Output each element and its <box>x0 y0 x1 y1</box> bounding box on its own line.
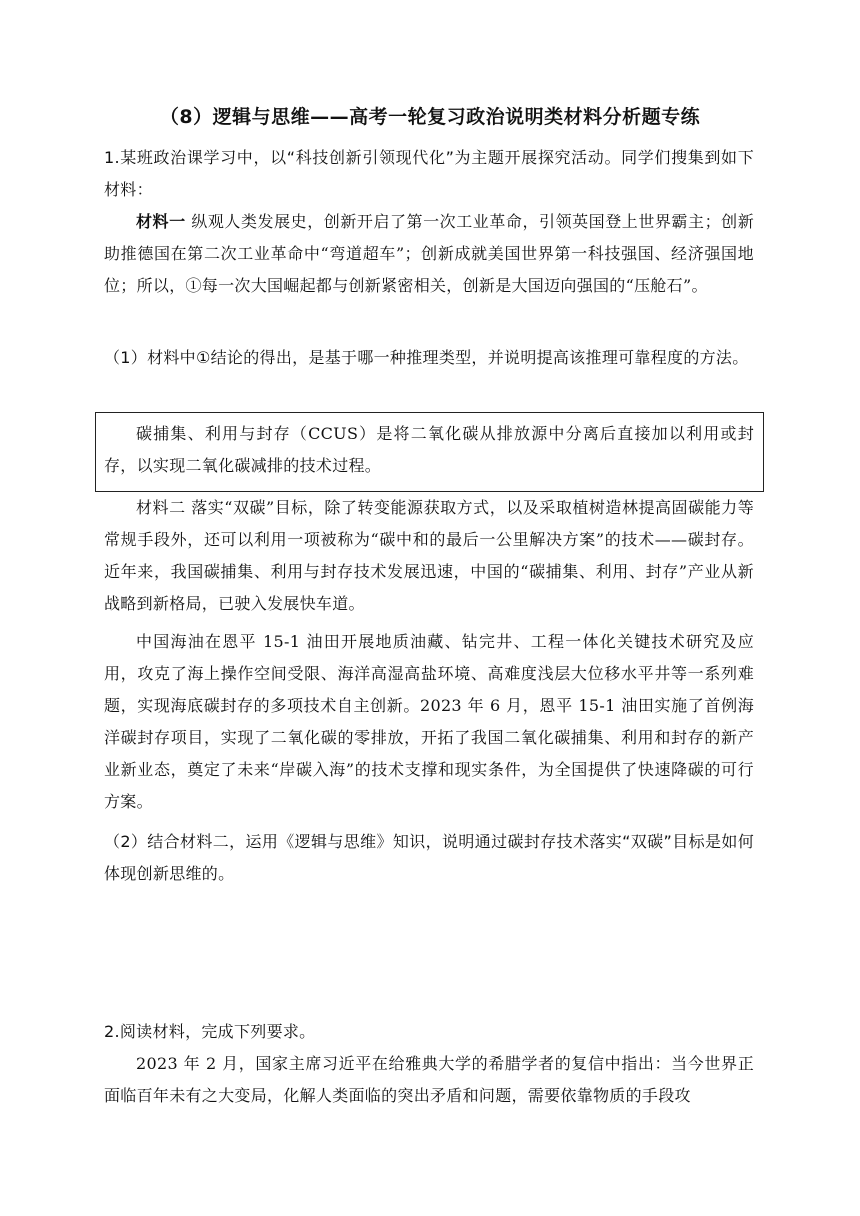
material-2-paragraph-1: 材料二 落实“双碳”目标，除了转变能源获取方式，以及采取植树造林提高固碳能力等常规手段外，还可以利用一项被称为“碳中和的最后一公里解决方案”的技术——碳封存。近年来，我国碳捕集、利用与封存技术发展迅速，中国的“碳捕集、利用、封存”产业从新战略到新格局，已驶入发展快车道。 <box>104 498 754 613</box>
material-1 <box>104 206 754 302</box>
material-2-paragraph-2: 中国海油在恩平 15-1 油田开展地质油藏、钻完井、工程一体化关键技术研究及应用，攻克了海上操作空间受限、海洋高湿高盐环境、高难度浅层大位移水平井等一系列难题，实现海底碳封存的多项技术自主创新。2023 年 6 月，恩平 15-1 油田实施了首例海洋碳封存项目，实现了二氧化碳的零排放，开拓了我国二氧化碳捕集、利用和封存的新产业新业态，奠定了未来“岸碳入海”的技术支撑和现实条件，为全国提供了快速降碳的可行方案。 <box>104 632 754 811</box>
question-1-intro: 1.某班政治课学习中，以“科技创新引领现代化”为主题开展探究活动。同学们搜集到如下材料： <box>104 148 754 199</box>
question-1-sub-1: （1）材料中①结论的得出，是基于哪一种推理类型，并说明提高该推理可靠程度的方法。 <box>104 348 749 367</box>
material-1-text: 纵观人类发展史，创新开启了第一次工业革命，引领英国登上世界霸主；创新助推德国在第二次工业革命中“弯道超车”；创新成就美国世界第一科技强国、经济强国地位；所以，①每一次大国崛起都与创新紧密相关，创新是大国迈向强国的“压舱石”。 <box>104 212 754 295</box>
question-1-sub-2: （2）结合材料二，运用《逻辑与思维》知识，说明通过碳封存技术落实“双碳”目标是如何体现创新思维的。 <box>104 832 754 883</box>
question-2-paragraph-1: 2023 年 2 月，国家主席习近平在给雅典大学的希腊学者的复信中指出：当今世界正面临百年未有之大变局，化解人类面临的突出矛盾和问题，需要依靠物质的手段攻 <box>104 1054 754 1105</box>
material-1-label: 材料一 <box>136 212 186 231</box>
ccus-definition-text: 碳捕集、利用与封存（CCUS）是将二氧化碳从排放源中分离后直接加以利用或封存，以实现二氧化碳减排的技术过程。 <box>104 424 754 475</box>
question-2-intro: 2.阅读材料，完成下列要求。 <box>104 1022 316 1041</box>
page-title: （8）逻辑与思维——高考一轮复习政治说明类材料分析题专练 <box>159 106 701 128</box>
